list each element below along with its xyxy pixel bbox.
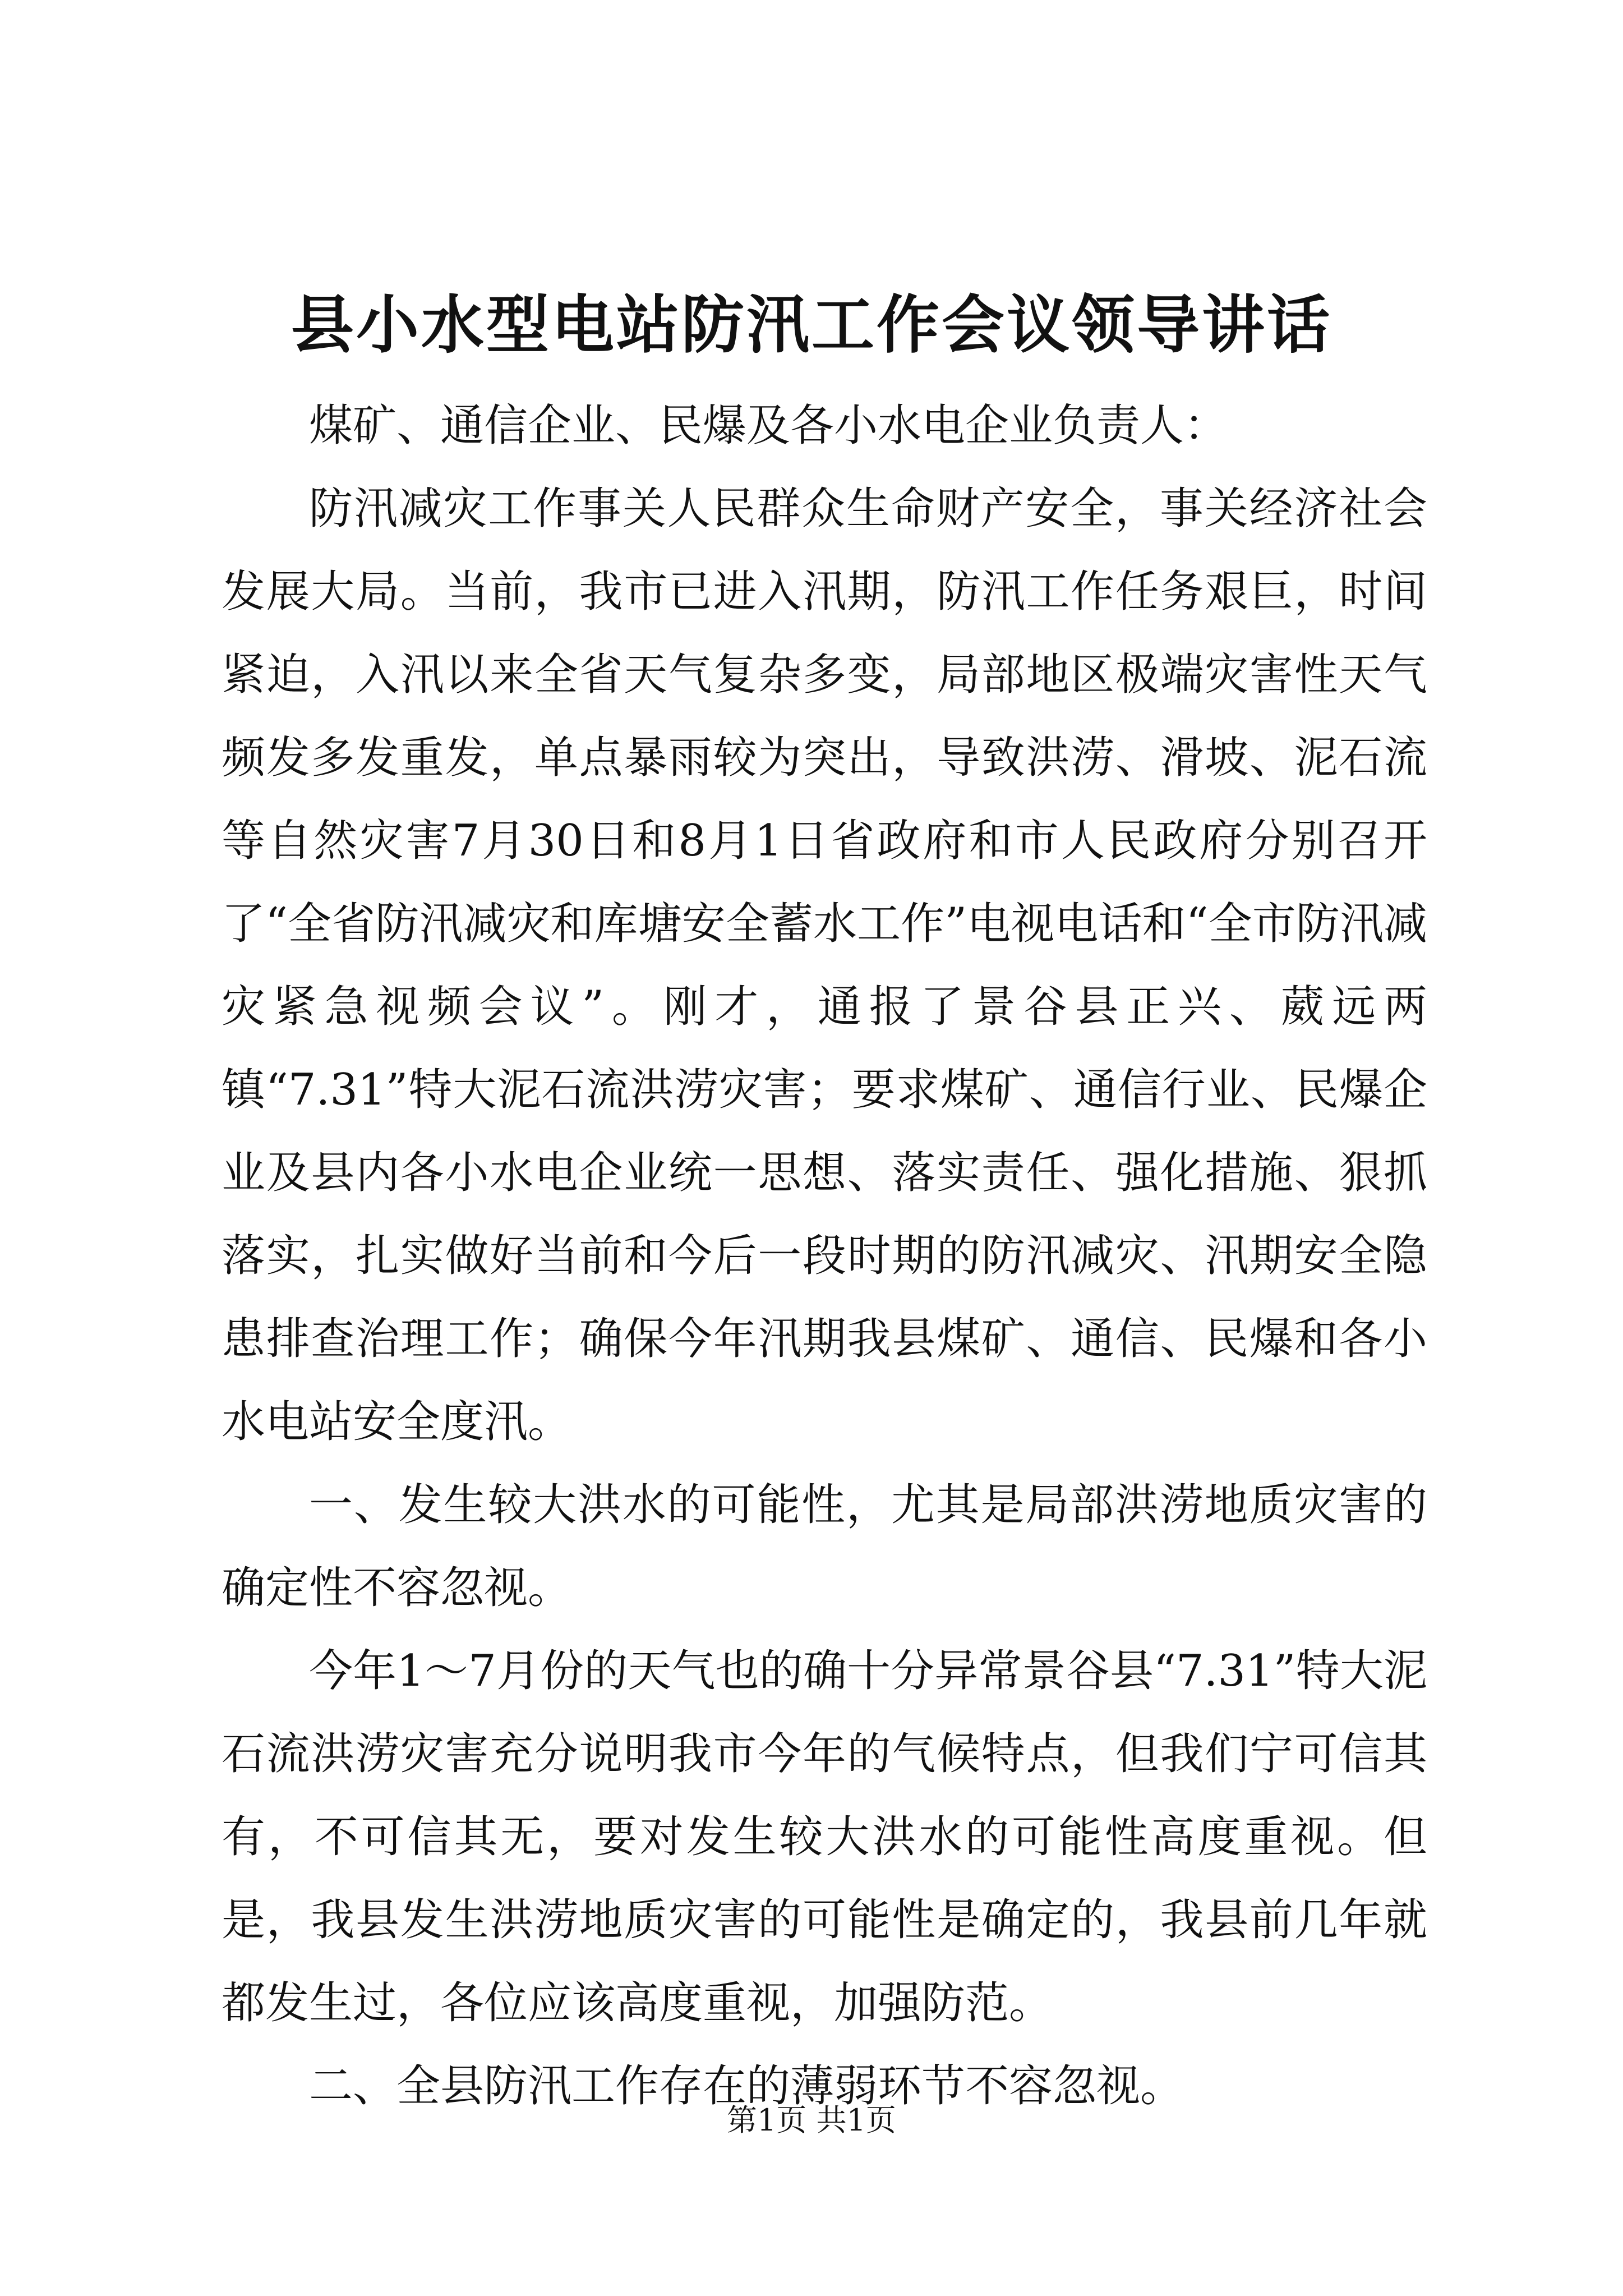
page-footer: 第1页 共1页 — [727, 2102, 896, 2138]
body-paragraph: 防汛减灾工作事关人民群众生命财产安全，事关经济社会发展大局。当前，我市已进入汛期，防汛工作任务艰巨，时间紧迫，入汛以来全省天气复杂多变，局部地区极端灾害性天气频发多发重发，单点暴雨较为突出，导致洪涝、滑坡、泥石流等自然灾害7月30日和8月1日省政府和市人民政府分别召开了“全省防汛减灾和库塘安全蓄水工作”电视电话和“全市防汛减灾紧急视频会议”。刚才，通报了景谷县正兴、葳远两镇“7.31”特大泥石流洪涝灾害；要求煤矿、通信行业、民爆企业及县内各小水电企业统一思想、落实责任、强化措施、狠抓落实，扎实做好当前和今后一段时期的防汛减灾、汛期安全隐患排查治理工作；确保今年汛期我县煤矿、通信、民爆和各小水电站安全度汛。 — [222, 484, 1427, 1447]
body-paragraph: 今年1～7月份的天气也的确十分异常景谷县“7.31”特大泥石流洪涝灾害充分说明我市今年的气候特点，但我们宁可信其有，不可信其无，要对发生较大洪水的可能性高度重视。但是，我县发生洪涝地质灾害的可能性是确定的，我县前几年就都发生过，各位应该高度重视，加强防范。 — [222, 1646, 1427, 2028]
section-heading-1: 一、发生较大洪水的可能性，尤其是局部洪涝地质灾害的确定性不容忽视。 — [222, 1480, 1427, 1613]
salutation-paragraph: 煤矿、通信企业、民爆及各小水电企业负责人： — [309, 401, 1228, 451]
section-heading-2: 二、全县防汛工作存在的薄弱环节不容忽视。 — [309, 2061, 1184, 2111]
document-body — [222, 384, 1427, 2128]
document-title: 县小水型电站防汛工作会议领导讲话 — [291, 288, 1332, 362]
